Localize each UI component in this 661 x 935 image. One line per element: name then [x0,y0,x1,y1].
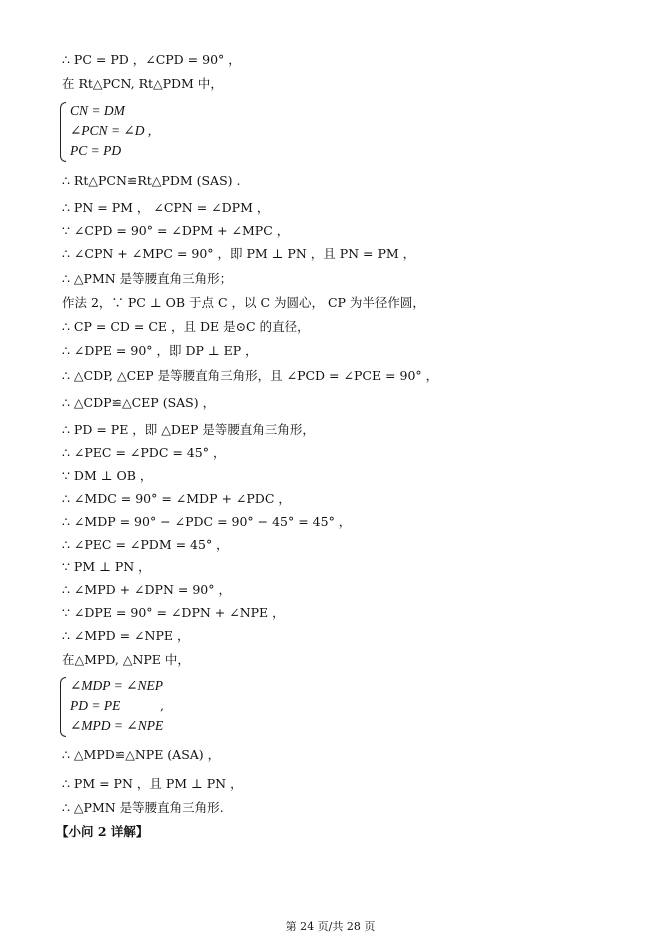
text-line: ∵ ∠DPE = 90° = ∠DPN + ∠NPE ， [62,605,285,620]
system-brace [60,102,66,162]
text-line: ∴ △MPD≌△NPE (ASA) ， [62,747,221,762]
equation-system [70,101,151,161]
text-line: ∴ ∠PEC = ∠PDC = 45° ， [62,445,226,460]
text-line: ∴ PM = PN ，且 PM ⊥ PN ， [62,776,243,791]
equation-row: PC = PD [70,143,122,158]
text-line: ∴ △CDP, △CEP 是等腰直角三角形，且 ∠PCD = ∠PCE = 90° ， [62,368,439,383]
text-line: ∴ ∠MPD = ∠NPE ， [62,628,190,643]
text-line: ∴ △CDP≌△CEP (SAS) ， [62,395,216,410]
text-line: ∴ ∠MPD + ∠DPN = 90° ， [62,582,231,597]
text-line: ∴ Rt△PCN≌Rt△PDM (SAS) . [62,173,241,188]
equation-row: ∠PCN = ∠D , [70,123,152,138]
text-line: ∴ ∠PEC = ∠PDM = 45° ， [62,537,229,552]
equation-row: ∠MPD = ∠NPE [70,718,164,733]
text-line: ∵ ∠CPD = 90° = ∠DPM + ∠MPC ， [62,223,290,238]
text-line: ∴ ∠CPN + ∠MPC = 90° ，即 PM ⊥ PN ，且 PN = PM ， [62,246,416,261]
system-brace [60,677,66,737]
text-line: ∴ ∠MDC = 90° = ∠MDP + ∠PDC ， [62,491,291,506]
page-footer: 第 24 页/共 28 页 [285,920,376,933]
text-line: 在 Rt△PCN, Rt△PDM 中， [62,76,223,91]
equation-row: ∠MDP = ∠NEP [70,678,163,693]
equation-system [70,676,163,736]
text-line: ∴ ∠MDP = 90° − ∠PDC = 90° − 45° = 45° ， [62,514,352,529]
text-line: ∴ CP = CD = CE ，且 DE 是⊙C 的直径， [62,319,310,334]
text-line: ∴ ∠DPE = 90° ，即 DP ⊥ EP ， [62,343,258,358]
text-line: 作法 2，∵ PC ⊥ OB 于点 C ，以 C 为圆心， CP 为半径作圆， [62,295,425,310]
equation-row: CN = DM [70,103,125,118]
text-line: ∴ △PMN 是等腰直角三角形. [62,800,224,815]
text-line: ∴ △PMN 是等腰直角三角形； [62,271,233,286]
text-line: 在△MPD, △NPE 中， [62,652,190,667]
text-line: ∵ DM ⊥ OB ， [62,468,153,483]
equation-row: PD = PE [70,698,121,713]
text-line: ∴ PD = PE ，即 △DEP 是等腰直角三角形， [62,422,315,437]
text-line: ∴ PC = PD ，∠CPD = 90° ， [62,52,241,67]
section-heading: 【小问 2 详解】 [56,824,149,839]
system-comma: , [160,698,164,713]
text-line: ∵ PM ⊥ PN ， [62,559,151,574]
text-line: ∴ PN = PM ， ∠CPN = ∠DPM ， [62,200,270,215]
